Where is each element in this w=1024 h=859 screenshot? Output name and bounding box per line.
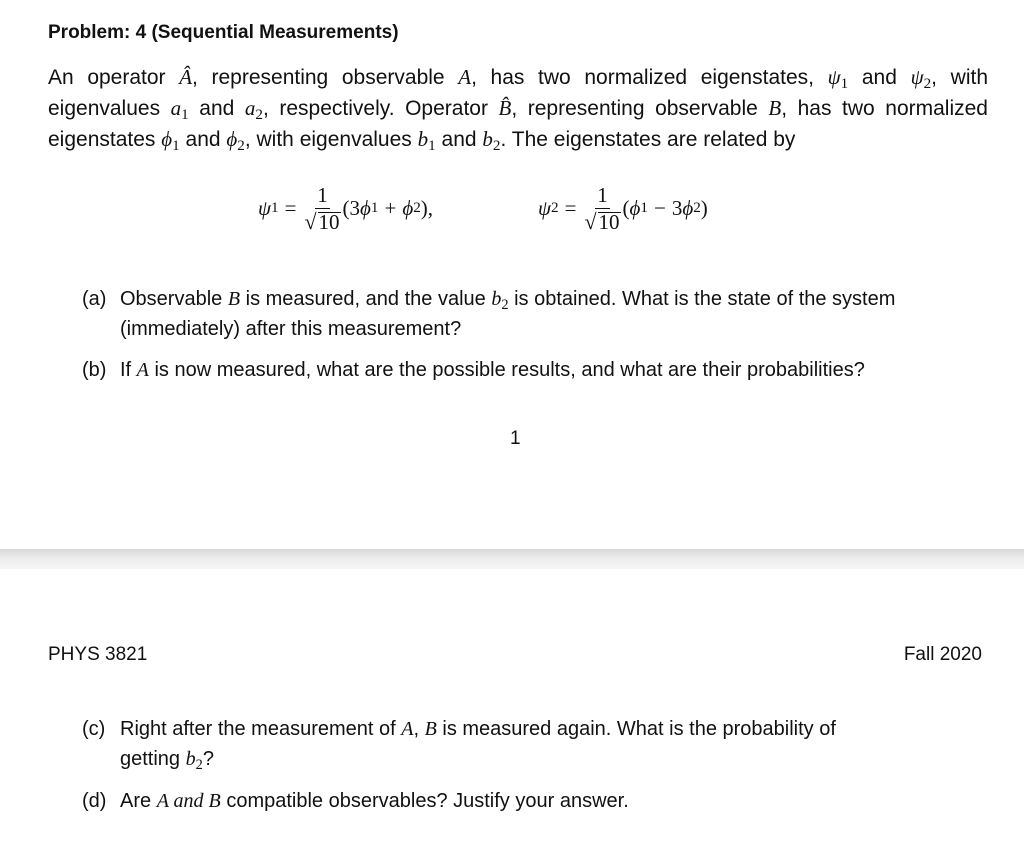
question-part-c: (c) Right after the measurement of A, B is measured again. What is the probability of getting $b_2$?	[82, 714, 982, 774]
page-number: 1	[510, 428, 521, 449]
part-label: (d)	[82, 790, 107, 812]
equation-psi1: ψ 1 = 1 √ 10 (3 ϕ 1 + ϕ 2 ),	[258, 182, 433, 234]
part-label: (b)	[82, 359, 107, 381]
intro-line-2: eigenvalues $a_1$ and $a_2$, respectively. Operator B̂, representing observable B, has two normalized	[48, 96, 988, 124]
question-part-a: (a) Observable B is measured, and the value $b_2$ is obtained. What is the state of the system (immediately) after this measurement?	[82, 284, 982, 344]
fraction-one-over-sqrt10: 1 √ 10	[584, 182, 620, 234]
question-part-b: (b) If A is now measured, what are the possible results, and what are their probabilities?	[82, 355, 982, 385]
course-code: PHYS 3821	[48, 644, 148, 665]
problem-statement	[48, 62, 988, 155]
intro-line-3: eigenstates $\phi_1$ and $\phi_2$, with eigenvalues $b_1$ and $b_2$. The eigenstates are related by	[48, 127, 796, 155]
part-label: (c)	[82, 718, 106, 740]
part-label: (a)	[82, 288, 107, 310]
intro-line-1: An operator Â, representing observable A, has two normalized eigenstates, $\psi_1$ and $\psi_2$, with	[48, 65, 988, 93]
page-separator	[0, 549, 1024, 569]
fraction-one-over-sqrt10: 1 √ 10	[304, 182, 340, 234]
term-label: Fall 2020	[903, 644, 982, 665]
sqrt-symbol: √	[584, 208, 597, 234]
equation-psi2: ψ 2 = 1 √ 10 ( ϕ 1 − 3 ϕ 2 )	[538, 182, 708, 234]
sqrt-symbol: √	[304, 208, 317, 234]
problem-title: Problem: 4 (Sequential Measurements)	[48, 22, 399, 43]
question-part-d: (d) Are A and B compatible observables? Justify your answer.	[82, 786, 982, 816]
operator-b-hat: B̂	[498, 96, 512, 120]
operator-a-hat: Â	[179, 65, 193, 89]
